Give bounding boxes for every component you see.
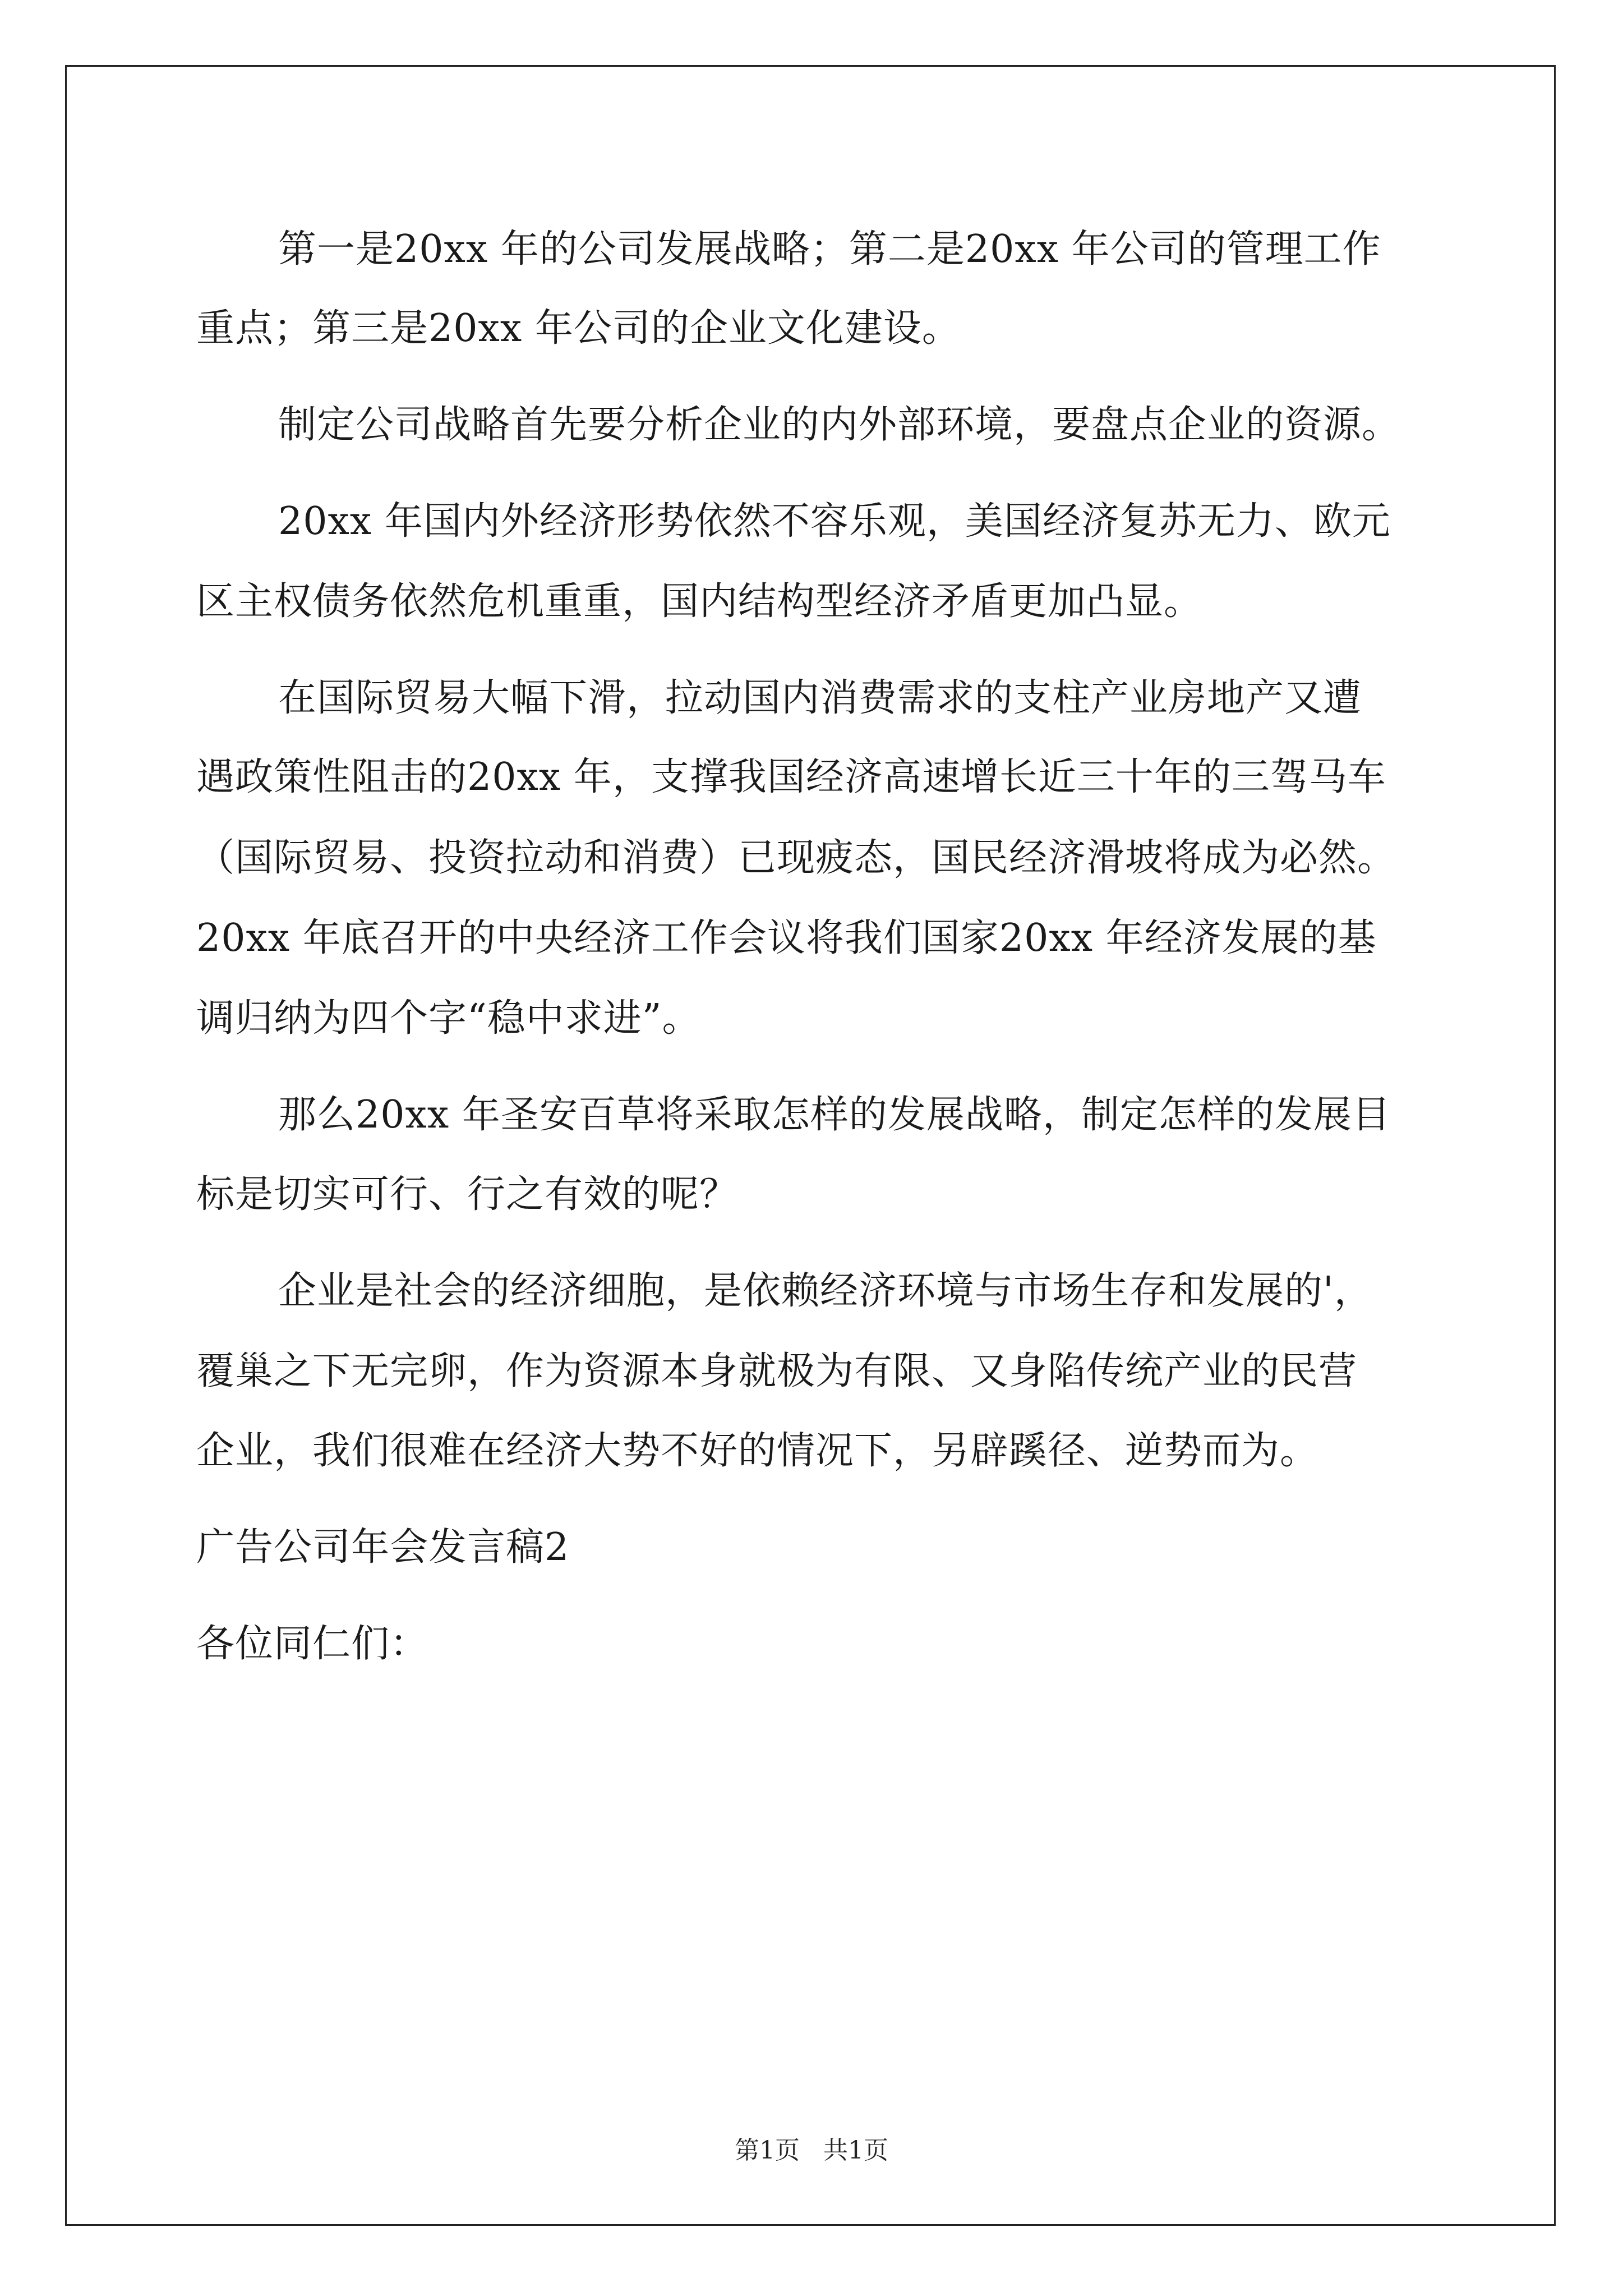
section-heading: 广告公司年会发言稿2	[196, 1525, 570, 1570]
paragraph-line: 第一是20xx 年的公司发展战略；第二是20xx 年公司的管理工作	[278, 227, 1381, 272]
paragraph-line: 20xx 年底召开的中央经济工作会议将我们国家20xx 年经济发展的基	[196, 916, 1377, 960]
paragraph-line: 企业，我们很难在经济大势不好的情况下，另辟蹊径、逆势而为。	[196, 1429, 1319, 1473]
paragraph-line: 重点；第三是20xx 年公司的企业文化建设。	[196, 306, 961, 351]
paragraph-line: （国际贸易、投资拉动和消费）已现疲态，国民经济滑坡将成为必然。	[196, 836, 1396, 880]
paragraph-line: 调归纳为四个字“稳中求进”。	[196, 996, 701, 1041]
page-number-footer: 第1页 共1页	[735, 2136, 888, 2165]
paragraph-line: 标是切实可行、行之有效的呢？	[196, 1172, 739, 1217]
paragraph-line: 制定公司战略首先要分析企业的内外部环境，要盘点企业的资源。	[278, 403, 1401, 447]
paragraph-line: 覆巢之下无完卵，作为资源本身就极为有限、又身陷传统产业的民营	[196, 1349, 1358, 1393]
paragraph-line: 企业是社会的经济细胞，是依赖经济环境与市场生存和发展的'，	[278, 1269, 1373, 1313]
paragraph-line: 在国际贸易大幅下滑，拉动国内消费需求的支柱产业房地产又遭	[278, 676, 1362, 720]
salutation: 各位同仁们：	[196, 1622, 429, 1666]
page-border	[65, 65, 1556, 2226]
paragraph-line: 遇政策性阻击的20xx 年，支撑我国经济高速增长近三十年的三驾马车	[196, 755, 1386, 799]
paragraph-line: 那么20xx 年圣安百草将采取怎样的发展战略，制定怎样的发展目	[278, 1093, 1391, 1137]
paragraph-line: 区主权债务依然危机重重，国内结构型经济矛盾更加凸显。	[196, 579, 1203, 624]
paragraph-line: 20xx 年国内外经济形势依然不容乐观，美国经济复苏无力、欧元	[278, 499, 1391, 544]
